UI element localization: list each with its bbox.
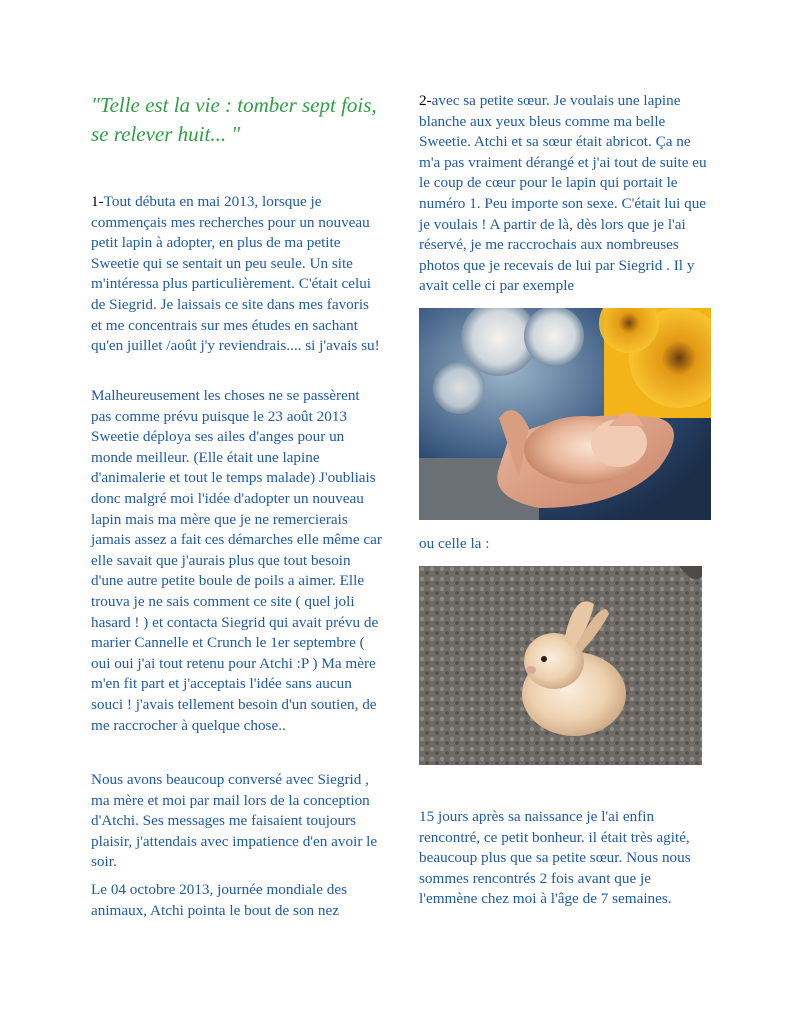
photo-bunny-on-carpet: [419, 566, 702, 765]
paragraph-text: Tout débuta en mai 2013, lorsque je commençais mes recherches pour un nouveau petit lapin à adopter, en plus de ma petite Sweetie qui se sentait un peu seule. Un site m'intéressa plus particulièrement. C'était celui de Siegrid. Je laissais ce site dans mes favoris et me concentrais sur mes études en sachant qu'en juillet /août j'y reviendrais.... si j'avais su!: [91, 193, 380, 355]
paragraph-number: 1-: [91, 193, 104, 210]
left-paragraph-1: [91, 192, 383, 357]
right-paragraph-last: 15 jours après sa naissance je l'ai enfin rencontré, ce petit bonheur. il était très agité, beaucoup plus que sa petite sœur. Nous nous sommes rencontrés 2 fois avant que je l'emmène chez moi à l'âge de 7 semaines.: [419, 808, 691, 908]
paragraph-text: avec sa petite sœur. Je voulais une lapine blanche aux yeux bleus comme ma belle Sweetie. Atchi et sa sœur était abricot. Ça ne m'a pas vraiment dérangé et j'ai tout de suite eu le coup de cœur pour le lapin qui portait le numéro 1. Peu importe son sexe. C'était lui que je voulais ! A partir de là, dès lors que je l'ai réservé, je me raccrochais aux nombreuses photos que je recevais de lui par Siegrid . Il y avait celle ci par exemple: [419, 92, 707, 295]
left-paragraph-3: Nous avons beaucoup conversé avec Siegrid , ma mère et moi par mail lors de la conception d'Atchi. Ses messages me faisaient toujours plaisir, j'attendais avec impatience d'en avoir le soir.: [91, 771, 378, 871]
right-paragraph-1: [419, 91, 711, 297]
left-paragraph-4: Le 04 octobre 2013, journée mondiale des animaux, Atchi pointa le bout de son nez: [91, 881, 347, 919]
left-paragraph-2: Malheureusement les choses ne se passèrent pas comme prévu puisque le 23 août 2013 Sweetie déploya ses ailes d'anges pour un monde meilleur. (Elle était une lapine d'animalerie et tout le temps malade) J'oubliais donc malgré moi l'idée d'adopter un nouveau lapin mais ma mère que je ne remercierais jamais assez a fait ces démarches elle même car elle savait que j'aurais plus que tout besoin d'une autre petite boule de poils a aimer. Elle trouva je ne sais comment ce site ( quel joli hasard ! ) et contacta Siegrid qui avait prévu de marier Cannelle et Crunch le 1er septembre ( oui oui j'ai tout retenu pour Atchi :P ) Ma mère m'en fit part et j'acceptais l'idée sans aucun souci ! j'avais tellement besoin d'un soutien, de me raccrocher à quelque chose..: [91, 387, 382, 734]
page-title: "Telle est la vie : tomber sept fois, se relever huit... ": [91, 93, 377, 146]
paragraph-number: 2-: [419, 92, 432, 109]
photo-newborn-bunny-in-hand: [419, 308, 711, 520]
photo-caption: ou celle la :: [419, 535, 490, 552]
